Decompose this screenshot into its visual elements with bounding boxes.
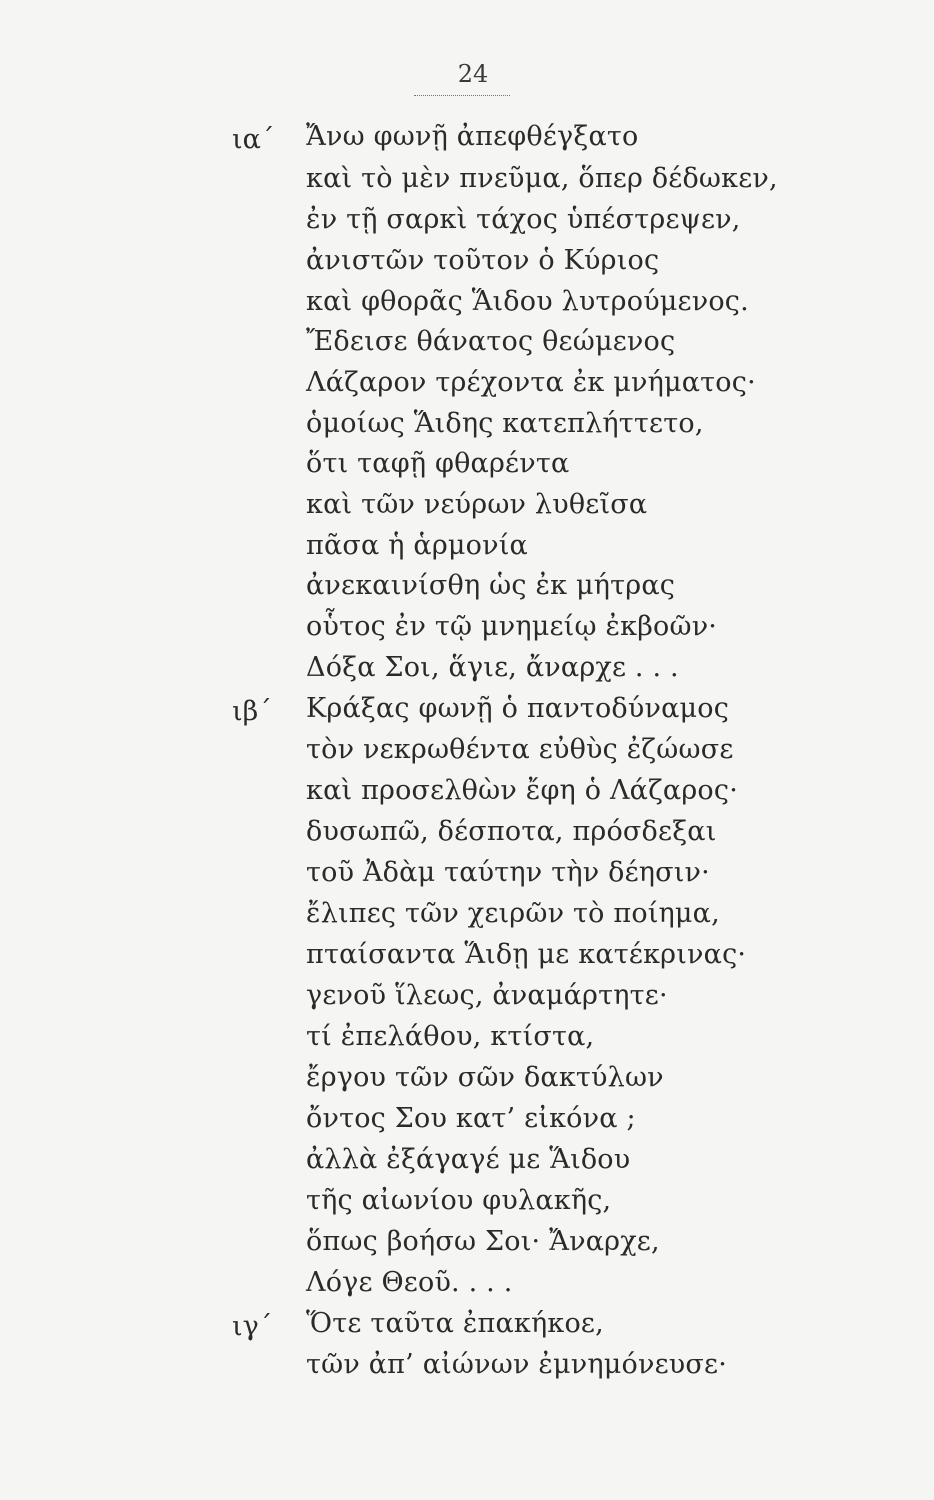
verse-line: ἀνεκαινίσθη ὡς ἐκ μήτρας (306, 570, 676, 601)
stanza-label: ιγ΄ (232, 1311, 273, 1342)
verse-line: οὗτος ἐν τῷ μνημείῳ ἐκβοῶν· (306, 611, 718, 642)
verse-line: Ἔδεισε θάνατος θεώμενος (306, 326, 676, 357)
verse-line: ἀνιστῶν τοῦτον ὁ Κύριος (306, 245, 660, 276)
verse-line: τῶν ἀπ’ αἰώνων ἐμνημόνευσε· (306, 1349, 727, 1380)
verse-line: Κράξας φωνῇ ὁ παντοδύναμος (306, 693, 730, 724)
verse-line: Ὅτε ταῦτα ἐπακήκοε, (306, 1308, 604, 1339)
verse-line: ἐν τῇ σαρκὶ τάχος ὑπέστρεψεν, (306, 204, 741, 235)
verse-line: τί ἐπελάθου, κτίστα, (306, 1021, 595, 1052)
verse-line: πταίσαντα Ἅιδῃ με κατέκρινας· (306, 939, 747, 970)
page-number: 24 (457, 60, 489, 88)
verse-line: Λάζαρον τρέχοντα ἐκ μνήματος· (306, 367, 756, 398)
verse-line: ὅπως βοήσω Σοι· Ἄναρχε, (306, 1226, 660, 1257)
verse-line: γενοῦ ἵλεως, ἀναμάρτητε· (306, 980, 668, 1011)
verse-line: τὸν νεκρωθέντα εὐθὺς ἐζώωσε (306, 734, 734, 765)
verse-line: καὶ φθορᾶς Ἅιδου λυτρούμενος. (306, 286, 749, 317)
verse-line: δυσωπῶ, δέσποτα, πρόσδεξαι (306, 816, 717, 847)
stanza-label: ια΄ (232, 124, 275, 155)
verse-line: ὅτι ταφῇ φθαρέντα (306, 448, 570, 479)
verse-line: καὶ τῶν νεύρων λυθεῖσα (306, 489, 648, 520)
verse-line: τοῦ Ἀδὰμ ταύτην τὴν δέησιν· (306, 857, 710, 888)
header-rule (414, 95, 510, 96)
verse-line: Ἄνω φωνῇ ἀπεφθέγξατο (306, 121, 639, 152)
verse-line: ἔλιπες τῶν χειρῶν τὸ ποίημα, (306, 898, 720, 929)
verse-line: Δόξα Σοι, ἅγιε, ἄναρχε . . . (306, 652, 679, 683)
verse-line: ὁμοίως Ἅιδης κατεπλήττετο, (306, 408, 704, 439)
verse-line: πᾶσα ἡ ἁρμονία (306, 530, 528, 561)
verse-line: καὶ προσελθὼν ἔφη ὁ Λάζαρος· (306, 775, 738, 806)
verse-line: τῆς αἰωνίου φυλακῆς, (306, 1185, 612, 1216)
verse-line: καὶ τὸ μὲν πνεῦμα, ὅπερ δέδωκεν, (306, 163, 778, 194)
verse-line: ὄντος Σου κατ’ εἰκόνα ; (306, 1103, 636, 1134)
verse-line: ἀλλὰ ἐξάγαγέ με Ἅιδου (306, 1144, 631, 1175)
verse-line: Λόγε Θεοῦ. . . . (306, 1267, 513, 1298)
verse-line: ἔργου τῶν σῶν δακτύλων (306, 1062, 664, 1093)
stanza-label: ιβ΄ (232, 696, 272, 727)
